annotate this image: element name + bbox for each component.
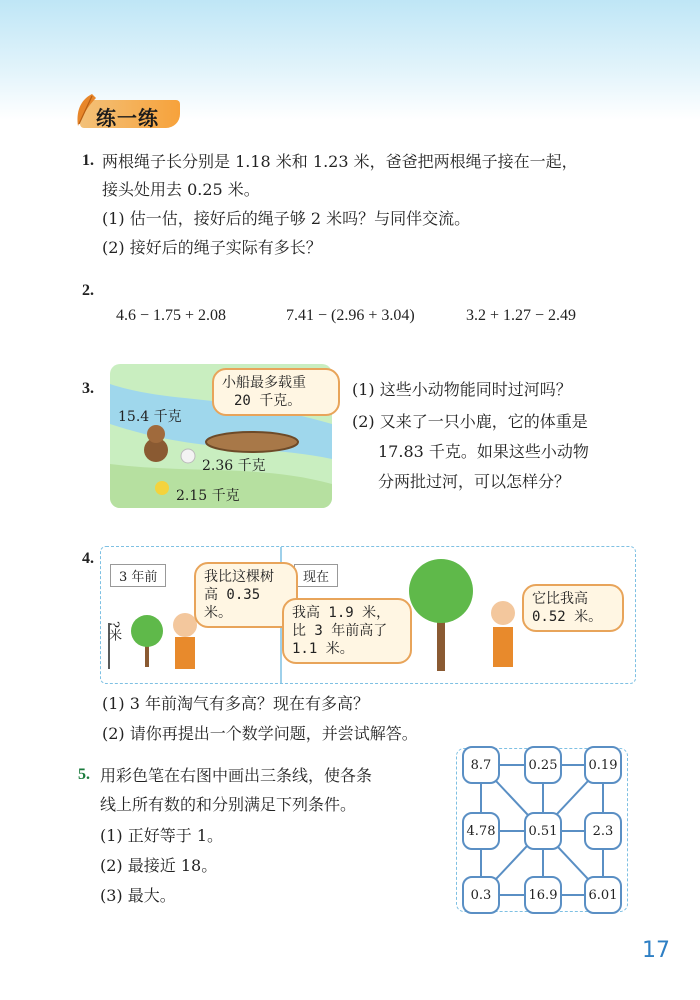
- number-grid-panel: [456, 748, 628, 912]
- grid-cell: 8.7: [462, 746, 500, 784]
- bubble-line: 我高 1.9 米，: [292, 605, 391, 621]
- bubble-line: 1.1 米。: [292, 641, 354, 657]
- speech-bubble-now: [282, 598, 412, 664]
- q1-text-line1: 两根绳子长分别是 1.18 米和 1.23 米，爸爸把两根绳子接在一起，: [102, 152, 578, 171]
- q5-text-line1: 用彩色笔在右图中画出三条线，使各条: [100, 766, 373, 785]
- q4-number: 4.: [82, 550, 94, 567]
- page-number: 17: [642, 938, 670, 963]
- q3-sub1: (1) 这些小动物能同时过河吗？: [352, 380, 572, 399]
- q2-number: 2.: [82, 282, 94, 299]
- bubble-line: 20 千克。: [234, 393, 302, 409]
- grid-cell: 0.3: [462, 876, 500, 914]
- speech-bubble-tree: [522, 584, 624, 632]
- q1-text-line2: 接头处用去 0.25 米。: [102, 180, 260, 199]
- q1-sub1: (1) 估一估，接好后的绳子够 2 米吗？与同伴交流。: [102, 209, 471, 228]
- q3-sub2-line2: 17.83 千克。如果这些小动物: [378, 442, 589, 461]
- q2-expression-2: 7.41 − (2.96 + 3.04): [286, 307, 415, 324]
- q5-sub1: (1) 正好等于 1。: [100, 826, 224, 845]
- monkey-weight-label: 15.4 千克: [118, 409, 182, 425]
- q1-number: 1.: [82, 152, 94, 169]
- grid-cell: 0.51: [524, 812, 562, 850]
- boat-capacity-bubble: [212, 368, 340, 416]
- grid-cell: 2.3: [584, 812, 622, 850]
- duck-weight-label: 2.15 千克: [176, 488, 240, 504]
- bubble-line: 0.52 米。: [532, 609, 603, 625]
- q2-expression-1: 4.6 − 1.75 + 2.08: [116, 307, 227, 324]
- q1-sub2: (2) 接好后的绳子实际有多长？: [102, 238, 322, 257]
- rabbit-weight-label: 2.36 千克: [202, 458, 266, 474]
- grid-cell: 0.19: [584, 746, 622, 784]
- bubble-line: 小船最多载重: [222, 375, 306, 391]
- feather-icon: [72, 92, 98, 128]
- bubble-line: 它比我高: [532, 591, 588, 607]
- q5-number: 5.: [78, 766, 90, 783]
- q5-sub3: (3) 最大。: [100, 886, 176, 905]
- bubble-line: 我比这棵树: [204, 569, 274, 585]
- q3-sub2-line3: 分两批过河，可以怎样分？: [378, 472, 571, 491]
- q3-sub2-line1: (2) 又来了一只小鹿，它的体重是: [352, 412, 588, 431]
- grid-cell: 0.25: [524, 746, 562, 784]
- grid-cell: 4.78: [462, 812, 500, 850]
- section-title: 练一练: [96, 106, 159, 130]
- bubble-line: 高 0.35 米。: [204, 587, 261, 621]
- unknown-height-label: ?米: [106, 621, 121, 641]
- grid-cell: 16.9: [524, 876, 562, 914]
- bubble-line: 比 3 年前高了: [292, 623, 388, 639]
- q2-expression-3: 3.2 + 1.27 − 2.49: [466, 307, 577, 324]
- q5-text-line2: 线上所有数的和分别满足下列条件。: [100, 795, 357, 814]
- section-heading: [72, 92, 182, 130]
- now-tag: 现在: [294, 564, 338, 587]
- grid-cell: 6.01: [584, 876, 622, 914]
- three-years-ago-tag: 3 年前: [110, 564, 166, 587]
- q4-sub2: (2) 请你再提出一个数学问题，并尝试解答。: [102, 724, 418, 743]
- q3-number: 3.: [82, 380, 94, 397]
- q4-sub1: (1) 3 年前淘气有多高？现在有多高？: [102, 694, 370, 713]
- q5-sub2: (2) 最接近 18。: [100, 856, 218, 875]
